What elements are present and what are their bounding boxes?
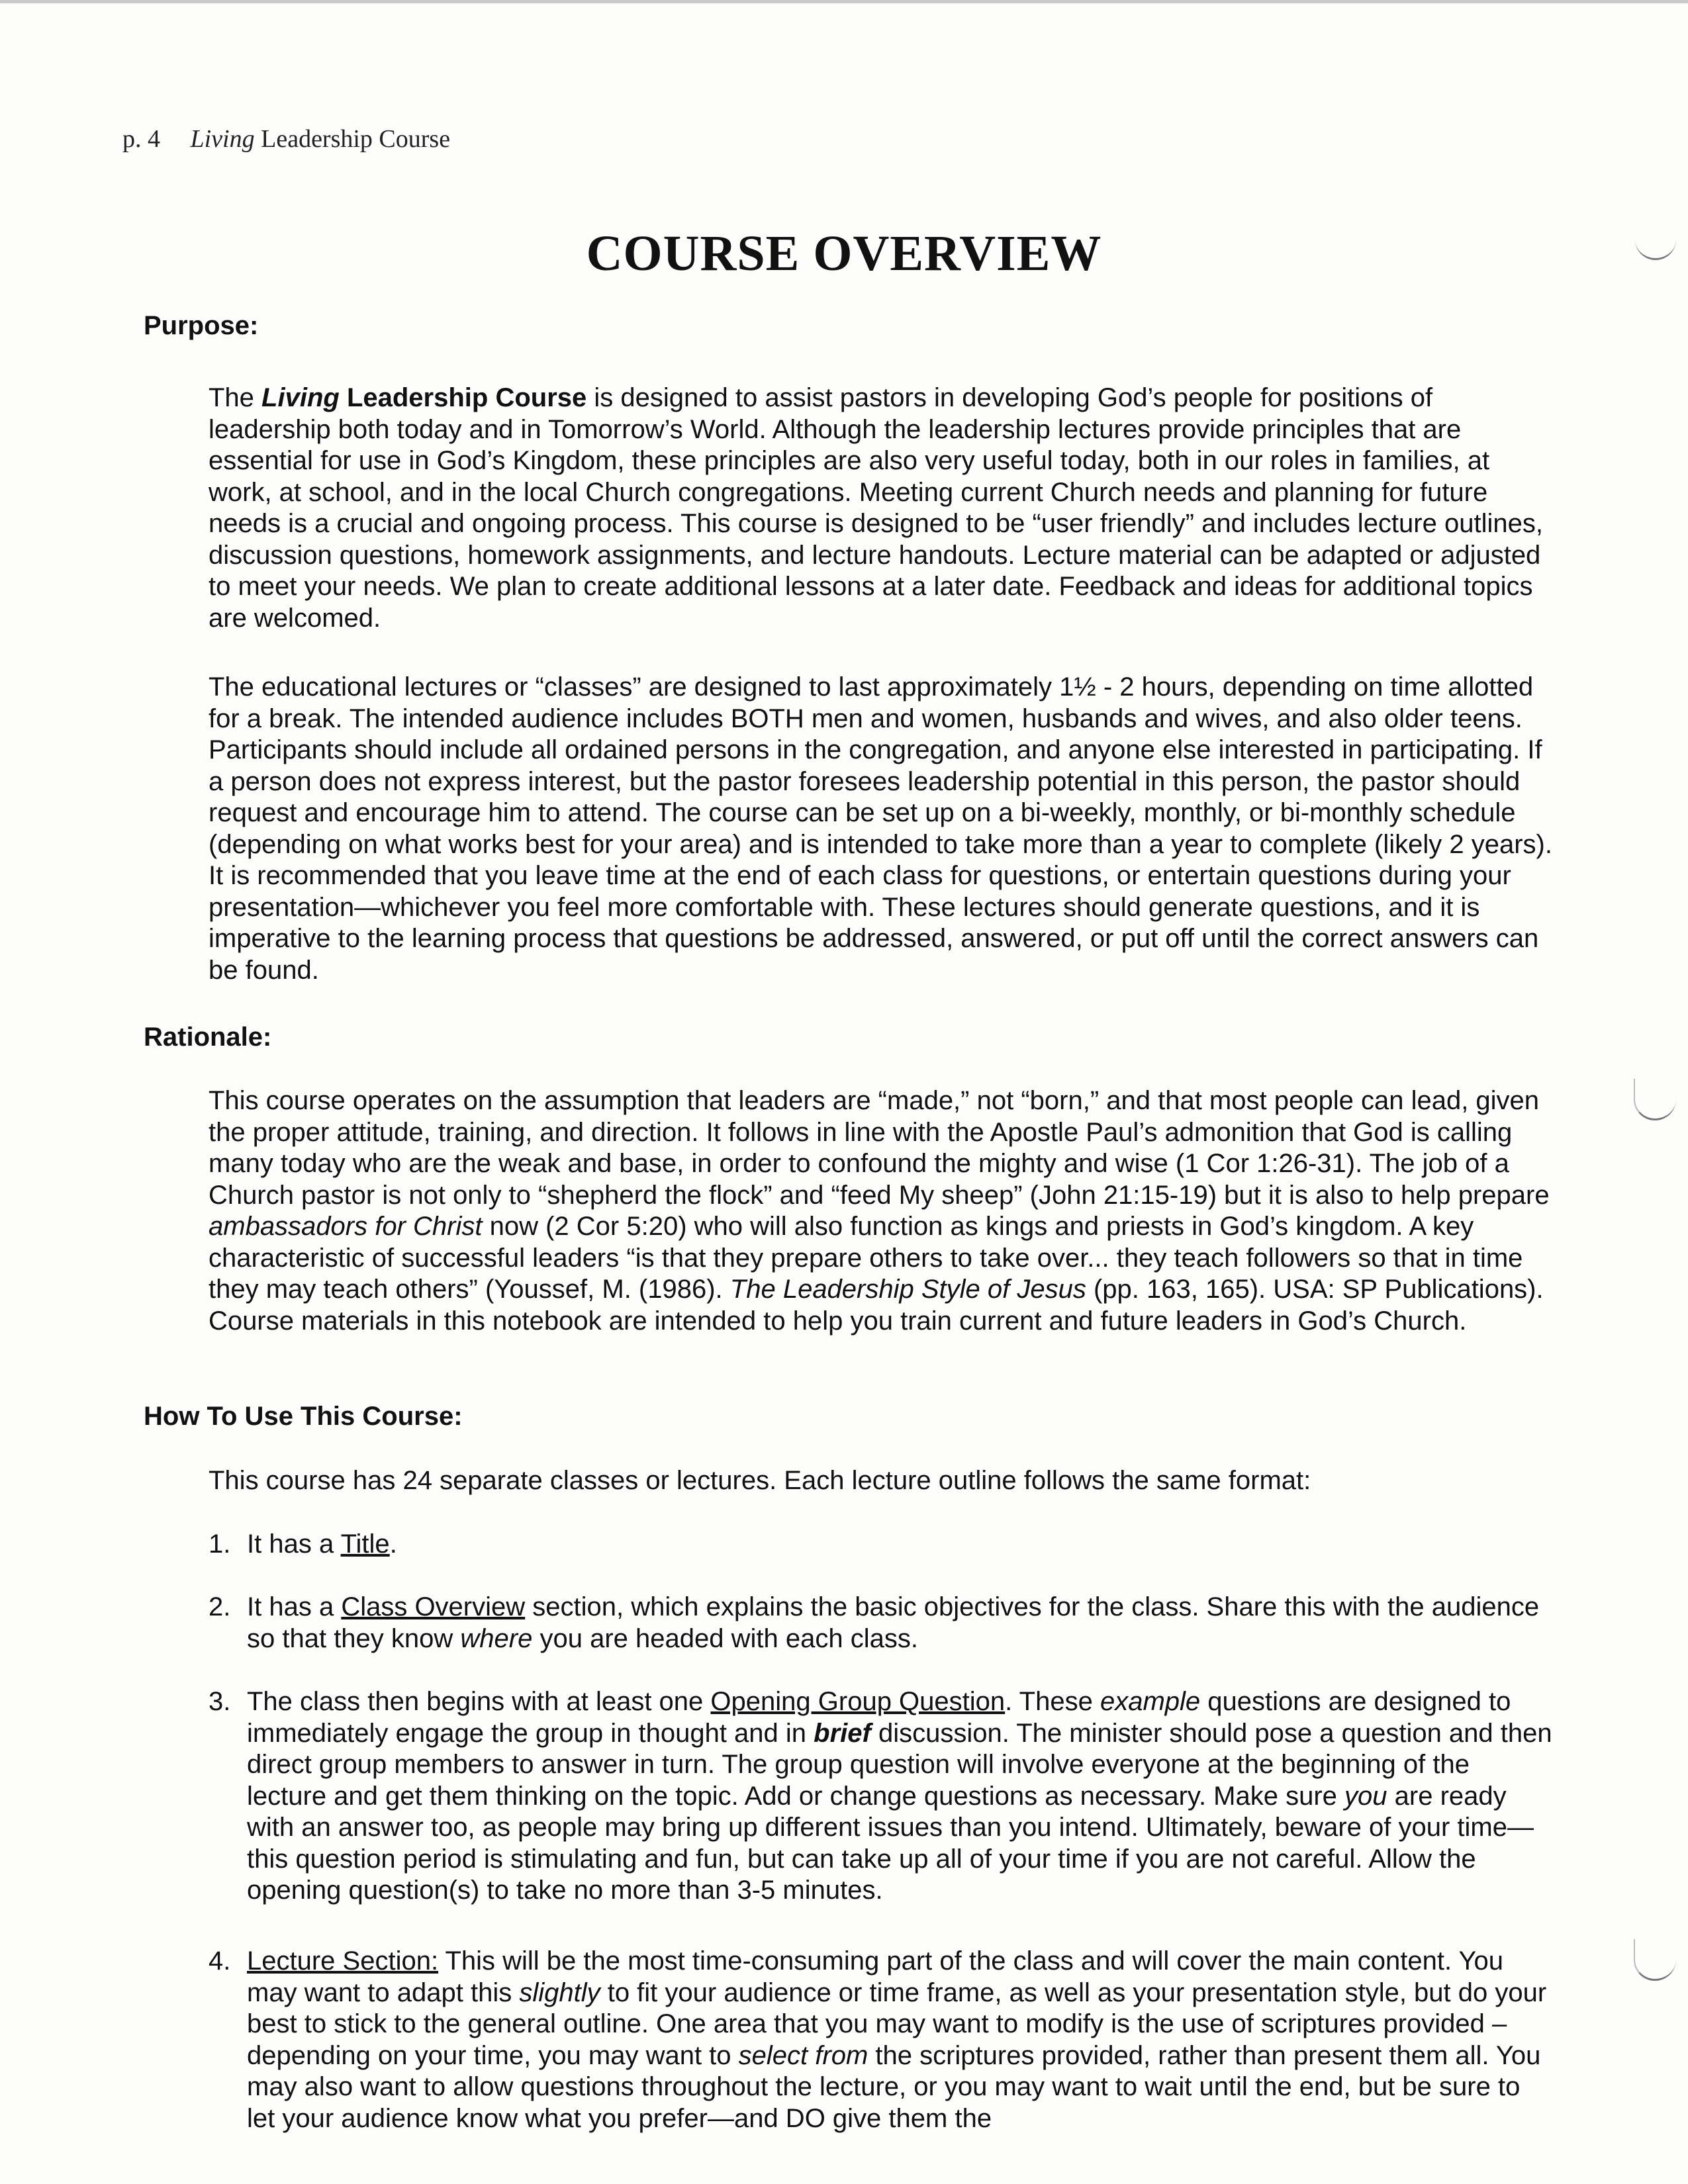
item-italic: example: [1100, 1687, 1201, 1716]
rationale-italic-1: ambassadors for Christ: [209, 1212, 483, 1241]
item-text: section, which explains the basic objectives for the class. Share this with the audience so that they know: [247, 1592, 1540, 1653]
item-underlined: Title: [340, 1529, 390, 1559]
punch-hole-mark: [1634, 1939, 1676, 1981]
item-italic: where: [460, 1623, 533, 1653]
purpose-paragraph-2: The educational lectures or “classes” are designed to last approximately 1½ - 2 hours, depending on time allotted for a break. The intended audience includes BOTH men and women, husbands and wives, and also older teens. Participants should include all ordained persons in the congregation, and anyone else interested in participating. If a person does not express interest, but the pastor foresees leadership potential in this person, the pastor should request and encourage him to attend. The course can be set up on a bi-weekly, monthly, or bi-monthly schedule (depending on what works best for your area) and is intended to take more than a year to complete (likely 2 years). It is recommended that you leave time at the end of each class for questions, or entertain questions during your presentation—whichever you feel more comfortable with. These lectures should generate questions, and it is imperative to the learning process that questions be addressed, answered, or put off until the correct answers can be found.: [209, 672, 1552, 985]
item-text: The class then begins with at least one: [247, 1687, 711, 1716]
list-number: 1.: [209, 1529, 231, 1559]
item-italic: slightly: [519, 1978, 600, 2007]
purpose-heading: Purpose:: [144, 311, 259, 340]
item-text: It has a: [247, 1529, 341, 1559]
running-header: [122, 124, 450, 154]
rationale-paragraph: [209, 1085, 1552, 1337]
page-title: COURSE OVERVIEW: [586, 226, 1102, 281]
header-course-rest: Leadership Course: [261, 125, 451, 153]
list-number: 3.: [209, 1687, 231, 1716]
item-underlined: Lecture Section:: [247, 1946, 439, 1976]
item-text: . These: [1005, 1687, 1100, 1716]
item-text: .: [389, 1529, 397, 1559]
item-text: It has a: [247, 1592, 342, 1621]
item-italic: you: [1344, 1781, 1387, 1811]
item-text: This will be the most time-consuming part of the class and will cover the main content. You may want to adapt this: [247, 1946, 1504, 2007]
item-underlined: Class Overview: [341, 1592, 526, 1621]
howto-intro: This course has 24 separate classes or lectures. Each lecture outline follows the same format:: [209, 1466, 1311, 1495]
page-number: p. 4: [122, 125, 160, 153]
purpose-paragraph-1: The Living Leadership Course is designed to assist pastors in developing God’s people for positions of leadership both today and in Tomorrow’s World. Although the leadership lectures provide principles that are essential for use in God’s Kingdom, these principles are also very useful today, both in our roles in families, at work, at school, and in the local Church congregations. Meeting current Church needs and planning for future needs is a crucial and ongoing process. This course is designed to be “user friendly” and includes lecture outlines, discussion questions, homework assignments, and lecture handouts. Lecture material can be adapted or adjusted to meet your needs. We plan to create additional lessons at a later date. Feedback and ideas for additional topics are welcomed.: [209, 383, 1543, 633]
course-name-rest: Leadership Course: [339, 383, 587, 412]
item-text: questions are designed to immediately engage the group in thought and in: [247, 1687, 1511, 1748]
rationale-text-2: now (2 Cor 5:20) who will also function as kings and priests in God’s kingdom. A key characteristic of successful leaders “is that they prepare others to take over... they teach followers so that in time they may teach others” (Youssef, M. (1986).: [209, 1212, 1523, 1304]
list-item: [209, 1529, 1552, 1561]
rationale-text-3: (pp. 163, 165). USA: SP Publications). Course materials in this notebook are intended to help you train current and future leaders in God’s Church.: [209, 1275, 1544, 1336]
list-number: 4.: [209, 1946, 231, 1976]
list-item: [209, 1946, 1552, 2134]
rationale-italic-2: The Leadership Style of Jesus: [729, 1275, 1086, 1304]
howto-heading: How To Use This Course:: [144, 1402, 463, 1431]
list-number: 2.: [209, 1592, 231, 1621]
list-item: [209, 1592, 1552, 1655]
item-text: discussion. The minister should pose a question and then direct group members to answer in turn. The group question will involve everyone at the beginning of the lecture and get them thinking on the topic. Add or change questions as necessary. Make sure: [247, 1718, 1552, 1811]
item-underlined: Opening Group Question: [710, 1687, 1006, 1716]
course-name-italic: Living: [261, 383, 340, 412]
list-item: [209, 1686, 1552, 1907]
item-text: are ready with an answer too, as people may bring up different issues than you intend. Ultimately, beware of your time—this question period is stimulating and fun, but can take up all of your time if you are not careful. Allow the opening question(s) to take no more than 3-5 minutes.: [247, 1781, 1534, 1905]
punch-hole-mark: [1635, 218, 1676, 260]
rationale-heading: Rationale:: [144, 1023, 272, 1052]
scan-edge: [0, 0, 1688, 3]
punch-hole-mark: [1634, 1079, 1676, 1120]
purpose-paragraph-1-text: is designed to assist pastors in developing God’s people for positions of leadership both today and in Tomorrow’s World. Although the leadership lectures provide principles that are essential for use in God’s Kingdom, these principles are also very useful today, both in our roles in families, at work, at school, and in the local Church congregations. Meeting current Church needs and planning for future needs is a crucial and ongoing process. This course is designed to be “user friendly” and includes lecture outlines, discussion questions, homework assignments, and lecture handouts. Lecture material can be adapted or adjusted to meet your needs. We plan to create additional lessons at a later date. Feedback and ideas for additional topics are welcomed.: [209, 383, 1543, 633]
item-text: the scriptures provided, rather than present them all. You may also want to allow questions throughout the lecture, or you may want to wait until the end, but be sure to let your audience know what you prefer—and DO give them the: [247, 2040, 1541, 2133]
item-italic: select from: [738, 2040, 868, 2070]
header-course-italic: Living: [190, 125, 255, 153]
rationale-text-1: This course operates on the assumption that leaders are “made,” not “born,” and that most people can lead, given the proper attitude, training, and direction. It follows in line with the Apostle Paul’s admonition that God is calling many today who are the weak and base, in order to confound the mighty and wise (1 Cor 1:26-31). The job of a Church pastor is not only to “shepherd the flock” and “feed My sheep” (John 21:15-19) but it is also to help prepare: [209, 1086, 1550, 1210]
item-text: to fit your audience or time frame, as well as your presentation style, but do your best to stick to the general outline. One area that you may want to modify is the use of scriptures provided – depending on your time, you may want to: [247, 1978, 1547, 2070]
item-text: you are headed with each class.: [532, 1623, 918, 1653]
item-bold-italic: brief: [814, 1718, 871, 1748]
